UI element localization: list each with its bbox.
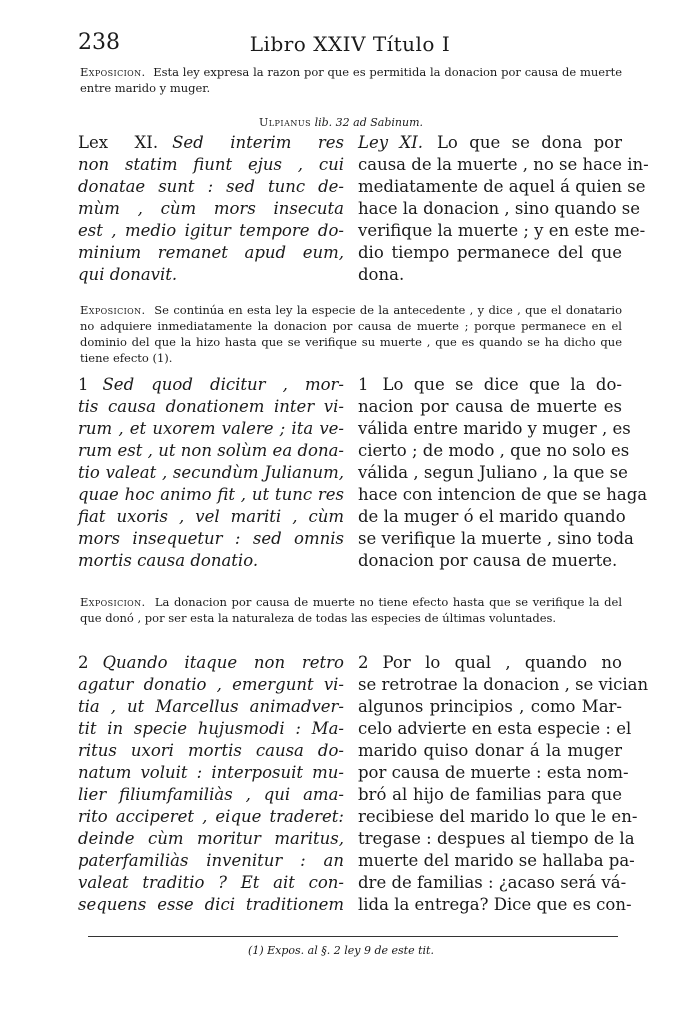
- text-line: mùm , cùm mors insecuta: [78, 199, 344, 218]
- text-line: est , medio igitur tempore do-: [78, 221, 344, 240]
- paragraph-number: 1: [78, 375, 89, 394]
- citation-work: lib. 32 ad Sabinum.: [314, 116, 424, 129]
- law-number: Lex XI.: [78, 133, 159, 152]
- exposition-text: Esta ley expresa la razon por que es permitida la donacion por causa de muerte entre marido y muger.: [80, 65, 622, 95]
- text-line: válida entre marido y muger , es: [358, 419, 631, 438]
- text-line: deinde cùm moritur maritus,: [78, 829, 344, 848]
- text-line: dio tiempo permanece del que: [358, 243, 622, 262]
- latin-text-column: [78, 132, 344, 286]
- paragraph-number: 2: [358, 653, 369, 672]
- text-line: sequens esse dici traditionem: [78, 895, 344, 914]
- text-line: mors insequetur : sed omnis: [78, 529, 344, 548]
- page-header: [78, 30, 622, 60]
- text-line: Lex XI. Sed interim res: [78, 133, 345, 152]
- text-line: tis causa donationem inter vi-: [78, 397, 344, 416]
- exposition-text: Se continúa en esta ley la especie de la antecedente , y dice , que el donatario no adquiere inmediatamente la donacion por causa de muerte ; porque permanece en el dominio del que la hizo hasta que se verifique su muerte , que es quando se ha dicho que tiene efecto (1).: [80, 303, 622, 365]
- text-line: verifique la muerte ; y en este me-: [358, 221, 646, 240]
- text-line: recibiese del marido lo que le en-: [358, 807, 638, 826]
- text-line: válida , segun Juliano , la que se: [358, 463, 628, 482]
- text-line: algunos principios , como Mar-: [358, 697, 622, 716]
- source-citation: [0, 116, 682, 129]
- text-line: lida la entrega? Dice que es con-: [358, 895, 632, 914]
- text-line: donatae sunt : sed tunc de-: [78, 177, 344, 196]
- text-line: quae hoc animo fit , ut tunc res: [78, 485, 344, 504]
- text-line: se verifique la muerte , sino toda: [358, 529, 634, 548]
- text-line: tregase : despues al tiempo de la: [358, 829, 635, 848]
- text-line: hace la donacion , sino quando se: [358, 199, 641, 218]
- exposition-paragraph: [80, 302, 622, 366]
- text-line: paterfamiliàs invenitur : an: [78, 851, 344, 870]
- text-line: non statim fiunt ejus , cui: [78, 155, 344, 174]
- footnote: (1) Expos. al §. 2 ley 9 de este tit.: [248, 944, 434, 957]
- text-line: ritus uxori mortis causa do-: [78, 741, 344, 760]
- text-line: rum , et uxorem valere ; ita ve-: [78, 419, 344, 438]
- exposition-label: Exposicion.: [80, 595, 146, 609]
- text-line: se retrotrae la donacion , se vician: [358, 675, 649, 694]
- text-line: hace con intencion de que se haga: [358, 485, 648, 504]
- text-line: dre de familias : ¿acaso será vá-: [358, 873, 627, 892]
- text-line: de la muger ó el marido quando: [358, 507, 626, 526]
- text-line: dona.: [358, 265, 405, 284]
- text-line: marido quiso donar á la muger: [358, 741, 622, 760]
- text-line: mortis causa donatio.: [78, 551, 259, 570]
- text-line: qui donavit.: [78, 265, 178, 284]
- text-line: nacion por causa de muerte es: [358, 397, 622, 416]
- citation-author: Ulpianus: [258, 116, 312, 129]
- paragraph-number: 1: [358, 375, 369, 394]
- text-line: lier filiumfamiliàs , qui ama-: [78, 785, 344, 804]
- text-line: natum voluit : interposuit mu-: [78, 763, 344, 782]
- text-line: fiat uxoris , vel mariti , cùm: [78, 507, 344, 526]
- footnote-divider: [88, 936, 618, 937]
- latin-text-column: [78, 652, 344, 916]
- text-line: tit in specie hujusmodi : Ma-: [78, 719, 344, 738]
- text-line: celo advierte en esta especie : el: [358, 719, 632, 738]
- running-title: Libro XXIV Título I: [249, 32, 451, 56]
- exposition-paragraph: [80, 594, 622, 626]
- text-line: causa de la muerte , no se hace in-: [358, 155, 649, 174]
- text-line: muerte del marido se hallaba pa-: [358, 851, 635, 870]
- text-line: rum est , ut non solùm ea dona-: [78, 441, 344, 460]
- text-line: 2 Por lo qual , quando no: [358, 653, 622, 672]
- text-line: agatur donatio , emergunt vi-: [78, 675, 344, 694]
- text-line: valeat traditio ? Et ait con-: [78, 873, 344, 892]
- text-line: minium remanet apud eum,: [78, 243, 344, 262]
- spanish-text-column: [358, 374, 648, 572]
- spanish-text-column: [358, 132, 649, 286]
- text-line: Ley XI. Lo que se dona por: [358, 133, 622, 152]
- paragraph-number: 2: [78, 653, 89, 672]
- latin-text-column: [78, 374, 344, 572]
- exposition-paragraph: [80, 64, 622, 96]
- text-line: mediatamente de aquel á quien se: [358, 177, 646, 196]
- text-line: donacion por causa de muerte.: [358, 551, 618, 570]
- text-line: 1 Lo que se dice que la do-: [358, 375, 622, 394]
- text-line: por causa de muerte : esta nom-: [358, 763, 629, 782]
- text-line: bró al hijo de familias para que: [358, 785, 622, 804]
- exposition-label: Exposicion.: [80, 65, 146, 79]
- text-line: cierto ; de modo , que no solo es: [358, 441, 630, 460]
- exposition-label: Exposicion.: [80, 303, 146, 317]
- text-line: rito acciperet , eique traderet:: [78, 807, 344, 826]
- text-line: tia , ut Marcellus animadver-: [78, 697, 344, 716]
- page-number: 238: [78, 30, 120, 55]
- text-line: 1 Sed quod dicitur , mor-: [78, 375, 344, 394]
- law-number: Ley XI.: [358, 133, 423, 152]
- text-line: tio valeat , secundùm Julianum,: [78, 463, 344, 482]
- exposition-text: La donacion por causa de muerte no tiene efecto hasta que se verifique la del que donó , por ser esta la naturaleza de todas las especies de últimas voluntades.: [80, 595, 622, 625]
- spanish-text-column: [358, 652, 649, 916]
- text-line: 2 Quando itaque non retro: [78, 653, 344, 672]
